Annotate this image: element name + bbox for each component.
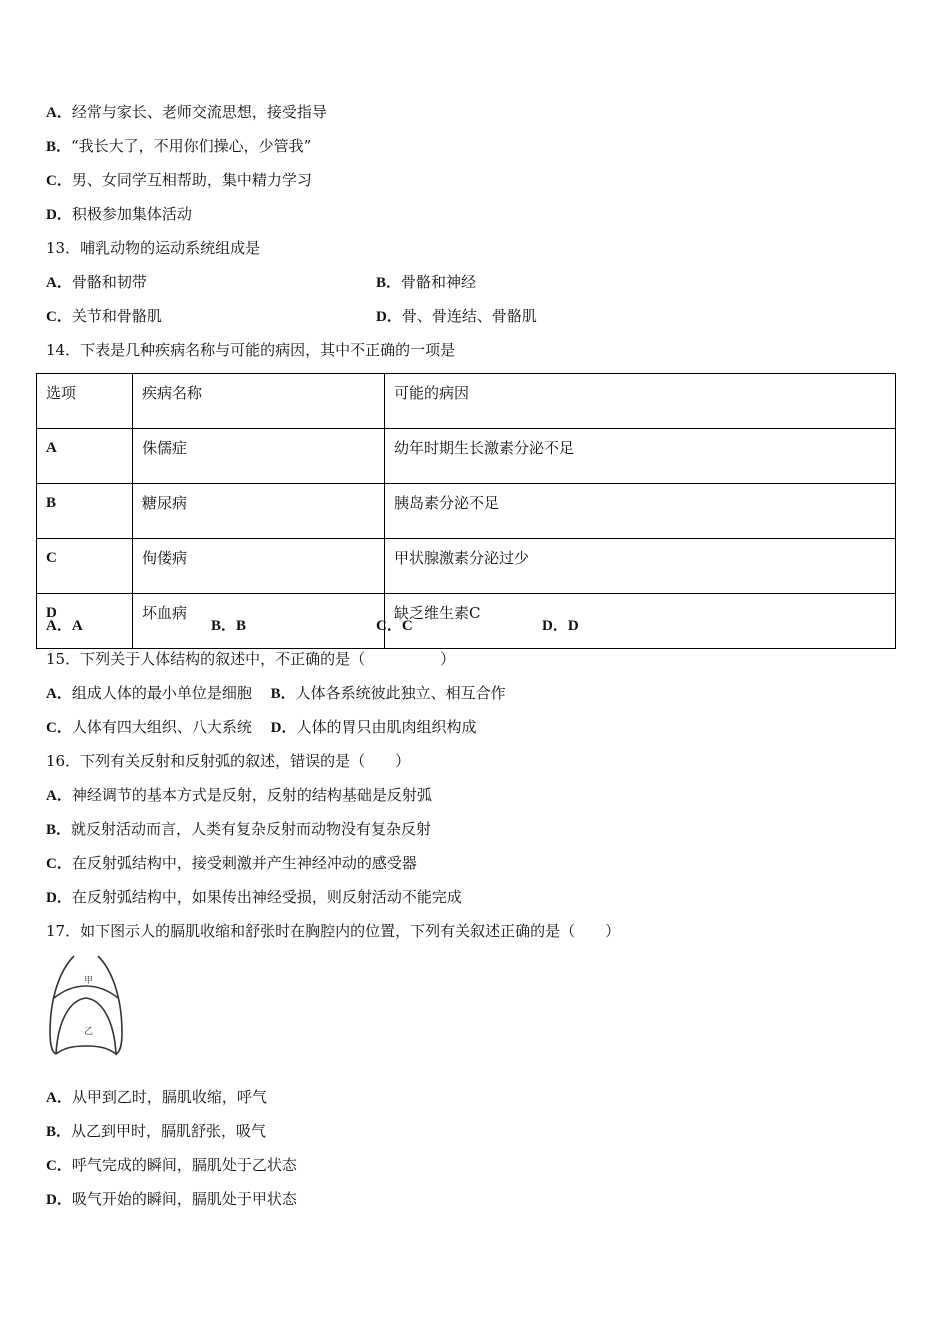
table-row <box>37 429 896 484</box>
table-cell: 甲状腺激素分泌过少 <box>385 539 896 594</box>
q16-option-d: D．在反射弧结构中，如果传出神经受损，则反射活动不能完成 <box>46 888 462 906</box>
diaphragm-diagram <box>44 950 128 1060</box>
q12-option-a: A．经常与家长、老师交流思想，接受指导 <box>46 103 327 121</box>
table-row <box>37 484 896 539</box>
q17-option-d: D．吸气开始的瞬间，膈肌处于甲状态 <box>46 1190 297 1208</box>
q17-option-c: C．呼气完成的瞬间，膈肌处于乙状态 <box>46 1156 297 1174</box>
table-cell: C <box>37 539 133 594</box>
table-header-cell: 疾病名称 <box>133 374 385 429</box>
label-jia: 甲 <box>84 976 94 986</box>
label-yi: 乙 <box>84 1027 94 1037</box>
q15-option-d: D．人体的胃只由肌肉组织构成 <box>270 718 477 736</box>
table-cell: 佝偻病 <box>133 539 385 594</box>
table-cell: 坏血病 <box>133 594 385 649</box>
thorax-right-wall <box>98 956 122 1054</box>
table-header-cell: 选项 <box>37 374 133 429</box>
q17-stem: 17．如下图示人的膈肌收缩和舒张时在胸腔内的位置，下列有关叙述正确的是（ ） <box>46 922 621 940</box>
q12-option-c: C．男、女同学互相帮助，集中精力学习 <box>46 171 312 189</box>
q13-option-b: B．骨骼和神经 <box>376 273 477 291</box>
q15-option-a: A．组成人体的最小单位是细胞 <box>46 684 252 702</box>
q15-stem: 15．下列关于人体结构的叙述中，不正确的是（ ） <box>46 650 456 668</box>
q17-option-b: B．从乙到甲时，膈肌舒张，吸气 <box>46 1122 267 1140</box>
q16-option-a: A．神经调节的基本方式是反射，反射的结构基础是反射弧 <box>46 786 432 804</box>
q17-option-a: A．从甲到乙时，膈肌收缩，呼气 <box>46 1088 267 1106</box>
q14-option-d: D．D <box>542 618 579 634</box>
q14-option-b: B．B <box>211 618 247 634</box>
table-row <box>37 539 896 594</box>
table-row <box>37 594 896 649</box>
q14-stem: 14．下表是几种疾病名称与可能的病因，其中不正确的一项是 <box>46 341 456 359</box>
q14-option-c: C．C <box>376 618 413 634</box>
table-cell: A <box>37 429 133 484</box>
q14-option-a: A．A <box>46 618 83 634</box>
q15-options-row2 <box>46 715 477 739</box>
table-cell: 糖尿病 <box>133 484 385 539</box>
q13-option-a: A．骨骼和韧带 <box>46 273 147 291</box>
thorax-left-wall <box>50 956 74 1054</box>
table-cell: 缺乏维生素C <box>385 594 896 649</box>
q13-options-row2 <box>46 304 906 328</box>
q13-option-d: D．骨、骨连结、骨骼肌 <box>376 307 537 325</box>
table-cell: 胰岛素分泌不足 <box>385 484 896 539</box>
disease-table <box>36 373 896 649</box>
table-cell: B <box>37 484 133 539</box>
table-header-cell: 可能的病因 <box>385 374 896 429</box>
q13-options-row1 <box>46 270 906 294</box>
table-header-row <box>37 374 896 429</box>
q16-stem: 16．下列有关反射和反射弧的叙述，错误的是（ ） <box>46 752 411 770</box>
q15-option-b: B．人体各系统彼此独立、相互合作 <box>270 684 506 702</box>
q12-option-d: D．积极参加集体活动 <box>46 205 192 223</box>
q13-stem: 13．哺乳动物的运动系统组成是 <box>46 239 261 257</box>
q15-options-row1 <box>46 681 506 705</box>
diaphragm-jia <box>54 986 118 998</box>
q16-option-b: B．就反射活动而言，人类有复杂反射而动物没有复杂反射 <box>46 820 432 838</box>
q15-option-c: C．人体有四大组织、八大系统 <box>46 718 252 736</box>
table-cell: 幼年时期生长激素分泌不足 <box>385 429 896 484</box>
q12-option-b: B．“我长大了，不用你们操心，少管我” <box>46 137 312 155</box>
table-cell: 侏儒症 <box>133 429 385 484</box>
q16-option-c: C．在反射弧结构中，接受刺激并产生神经冲动的感受器 <box>46 854 417 872</box>
table-cell: D <box>37 594 133 649</box>
q13-option-c: C．关节和骨骼肌 <box>46 307 162 325</box>
diaphragm-yi <box>56 998 116 1054</box>
